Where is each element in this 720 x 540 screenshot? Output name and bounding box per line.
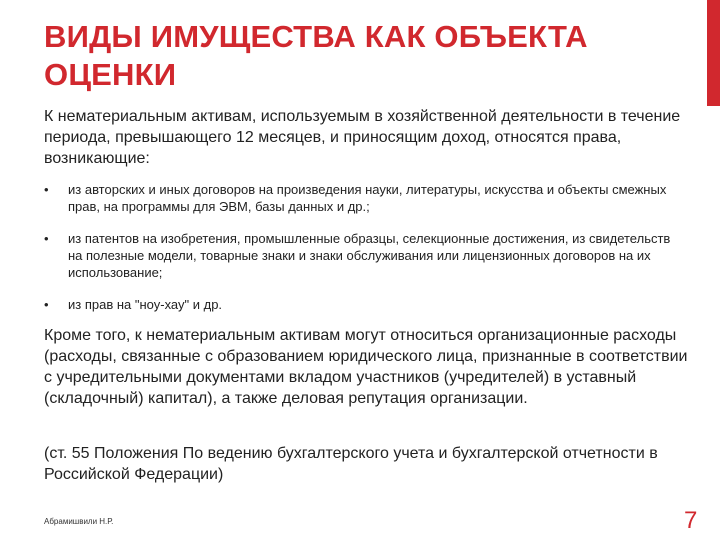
intro-paragraph	[44, 106, 684, 169]
accent-bar	[707, 0, 720, 106]
bullet-item	[44, 230, 684, 281]
bullet-marker: •	[44, 297, 49, 312]
source-paragraph: (ст. 55 Положения По ведению бухгалтерского учета и бухгалтерской отчетности в Российской Федерации)	[44, 445, 658, 483]
intro-prefix: К	[44, 108, 58, 125]
additional-paragraph: Кроме того, к нематериальным активам могут относиться организационные расходы (расходы, связанные с образованием юридического лица, признанные в соответствии с учредительными документами вкладом участников (учредителей) в уставный (складочный) капитал), а также деловая репутация организации.	[44, 327, 688, 407]
bullet-marker: •	[44, 231, 49, 246]
bullet-text: из патентов на изобретения, промышленные образцы, селекционные достижения, из свидетельств на полезные модели, товарные знаки и знаки обслуживания или лицензионных договоров на их использование;	[68, 231, 671, 280]
author-footer: Абрамишвили Н.Р.	[44, 517, 114, 526]
intro-highlight: нематериальным активам	[57, 108, 252, 125]
bullet-text: из авторских и иных договоров на произведения науки, литературы, искусства и объекты смежных прав, на программы для ЭВМ, базы данных и др.;	[68, 182, 667, 214]
bullet-marker: •	[44, 182, 49, 197]
bullet-item	[44, 181, 684, 215]
bullet-item	[44, 296, 684, 313]
slide-title: ВИДЫ ИМУЩЕСТВА КАК ОБЪЕКТА ОЦЕНКИ	[44, 19, 588, 92]
page-number: 7	[684, 507, 698, 534]
bullet-text: из прав на "ноу-хау" и др.	[68, 297, 223, 312]
intro-suffix: , используемым в хозяйственной деятельности в течение периода, превышающего 12 месяцев, и приносящим доход, относятся права, возникающие:	[44, 108, 681, 167]
bullet-list	[44, 181, 684, 328]
